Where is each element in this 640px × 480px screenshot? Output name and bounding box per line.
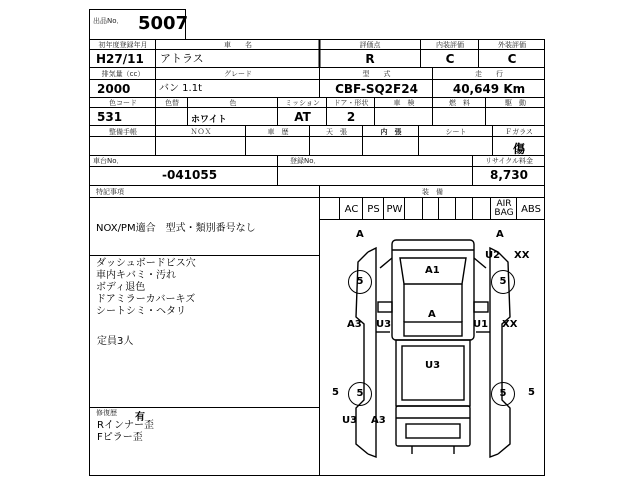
damage-mark: U3 <box>425 360 441 371</box>
equipment-ac: AC <box>344 204 359 215</box>
notes-item: ダッシュボードビス穴 <box>96 258 196 269</box>
color-code-value: 531 <box>97 110 123 124</box>
equipment-header: 装 備 <box>422 188 443 196</box>
displacement-label: 排気量（cc） <box>101 70 145 78</box>
chassis-no-label: 車台No． <box>93 157 124 165</box>
model-label: 型 式 <box>362 70 391 78</box>
color-label: 色 <box>229 99 237 107</box>
interior-label: 内装評価 <box>436 41 464 49</box>
mission-label: ミッション <box>285 99 320 107</box>
notes-item: ボディ退色 <box>96 282 146 293</box>
notes-item: 車内キバミ・汚れ <box>96 270 176 281</box>
recycle-fee-label: リサイクル料金 <box>484 157 534 165</box>
repair-value: 有 <box>135 412 145 423</box>
doors-label: ドア・形状 <box>333 99 369 107</box>
damage-mark: U3 <box>376 319 392 330</box>
repair-item: Rインナー歪 <box>97 420 154 431</box>
f-glass-label: Ｆガラス <box>505 128 533 136</box>
color-swap-label: 色替 <box>165 99 179 107</box>
interior-value: C <box>445 52 455 66</box>
exterior-value: C <box>507 52 517 66</box>
mission-value: AT <box>294 110 311 124</box>
damage-mark: XX <box>514 250 530 261</box>
tire-rear-left: 5 <box>348 382 372 406</box>
color-value: ホワイト <box>191 115 227 125</box>
notes-list <box>96 259 196 319</box>
tire-rear-right: 5 <box>491 382 515 406</box>
reg-year-label: 初年度登録年月 <box>98 41 148 49</box>
grade-label: グレード <box>224 70 252 78</box>
damage-mark: A3 <box>347 319 362 330</box>
drive-label: 駆 動 <box>505 99 526 107</box>
exterior-label: 外装評価 <box>498 41 526 49</box>
tire-front-right: 5 <box>491 270 515 294</box>
f-glass-value: 傷 <box>512 142 525 156</box>
equipment-ps: PS <box>367 204 380 215</box>
capacity-note: 定員3人 <box>97 336 134 347</box>
side-number: 5 <box>332 387 339 398</box>
grade-value: バン 1.1t <box>159 83 203 94</box>
seat-label: シート <box>445 128 467 136</box>
ac-cover-label: 天 張 <box>326 128 347 136</box>
car-name-label: 車 名 <box>224 41 252 49</box>
repair-item: Fピラー歪 <box>97 432 143 443</box>
mileage-label: 走 行 <box>475 70 503 78</box>
notes-line1: NOX/PM適合 型式・類別番号なし <box>96 223 256 234</box>
vehicle-diagram <box>320 222 545 476</box>
damage-mark: U2 <box>485 250 501 261</box>
equipment-pw: PW <box>386 204 403 215</box>
nox-label: ＮＯＸ <box>190 128 212 136</box>
notes-item: ドアミラーカバーキズ <box>96 294 196 305</box>
damage-mark: A <box>428 309 436 320</box>
displacement-value: 2000 <box>97 82 131 96</box>
doors-value: 2 <box>346 110 356 124</box>
color-code-label: 色コード <box>109 99 137 107</box>
notes-item: シートシミ・ヘタリ <box>96 306 186 317</box>
damage-mark: U3 <box>342 415 358 426</box>
equipment-airbag <box>491 200 517 218</box>
damage-mark: A <box>496 229 504 240</box>
manual-label: 整備手帳 <box>109 128 137 136</box>
fuel-label: 燃 料 <box>449 99 470 107</box>
lot-label: 出品No． <box>93 17 124 25</box>
score-value: R <box>365 52 375 66</box>
tire-front-left: 5 <box>348 270 372 294</box>
chassis-no-value: -041055 <box>162 168 218 182</box>
recycle-fee-value: 8,730 <box>490 168 528 182</box>
history-label: 車 歴 <box>267 128 289 136</box>
damage-mark: A1 <box>425 265 440 276</box>
inspection-label: 車 検 <box>393 99 415 107</box>
interior-trim-label: 内 張 <box>380 128 402 136</box>
damage-mark: A <box>356 229 364 240</box>
car-name-value: アトラス <box>160 52 204 65</box>
damage-mark: U1 <box>473 319 489 330</box>
model-value: CBF-SQ2F24 <box>335 82 418 96</box>
side-number: 5 <box>528 387 535 398</box>
notes-header: 特記事項 <box>96 188 124 196</box>
lot-number: 5007 <box>138 13 189 34</box>
score-label: 評価点 <box>359 41 381 49</box>
equipment-airbag-text: AIR BAG <box>494 199 514 218</box>
reg-year-value: H27/11 <box>96 52 144 66</box>
repair-label: 修復歴 <box>96 409 117 417</box>
reg-no-label: 登録No． <box>290 157 321 165</box>
equipment-abs: ABS <box>521 204 541 215</box>
damage-mark: A3 <box>371 415 386 426</box>
mileage-value: 40,649 Km <box>452 82 526 96</box>
damage-mark: XX <box>502 319 518 330</box>
